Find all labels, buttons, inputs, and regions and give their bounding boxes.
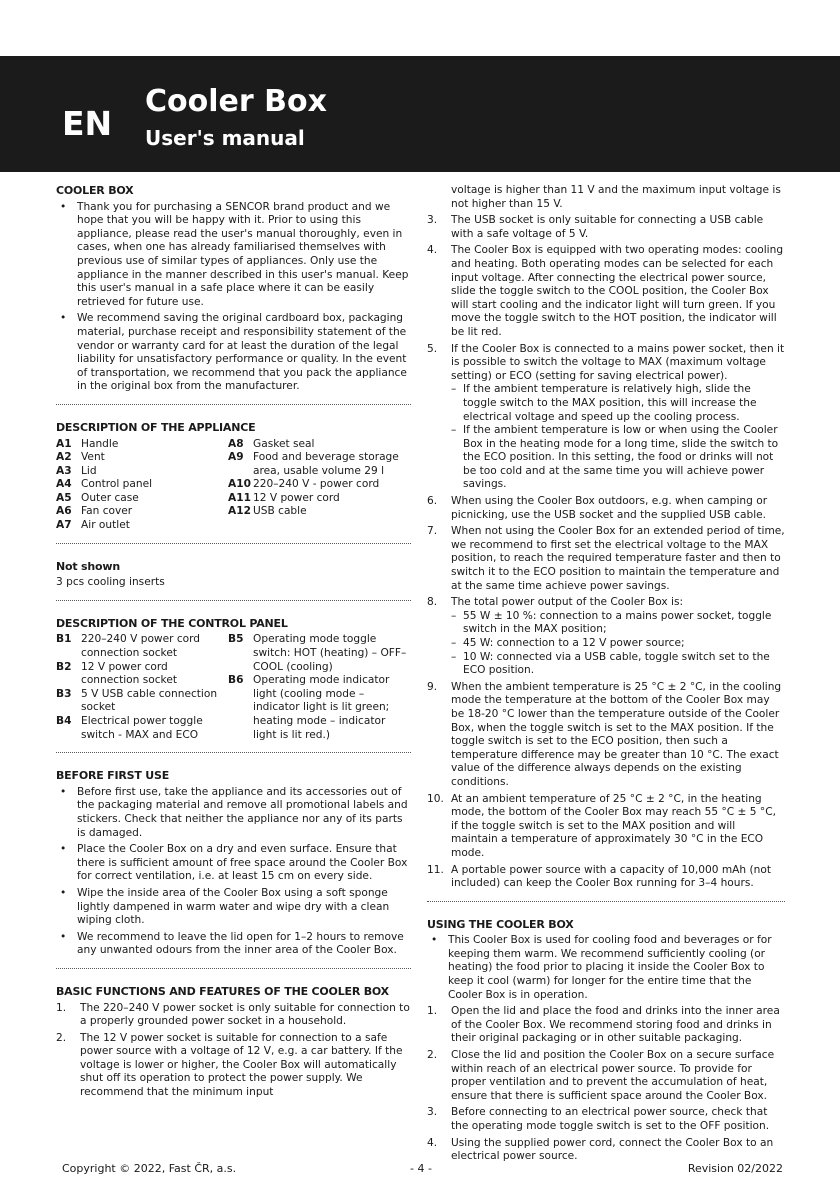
section-heading-control-panel: DESCRIPTION OF THE CONTROL PANEL [56,616,288,630]
header-band [0,56,840,172]
control-item: B6 Operating mode indicator light (cooling mode – indicator light is lit green; heating mode – indicator light is lit red.) [228,674,390,741]
part-item: A8 Gasket seal [228,437,315,450]
section-heading-not-shown: Not shown [56,559,120,573]
basic-functions-list [56,1002,411,1100]
part-item: A3 Lid [56,464,97,477]
not-shown-text: 3 pcs cooling inserts [56,576,165,589]
sub-item: – If the ambient temperature is low or when using the Cooler Box in the heating mode for a long time, slide the switch to the ECO position. In this setting, the food or drinks will not be too cold and at the same time you will achieve power savings. [451,424,785,492]
list-item: 11. A portable power source with a capacity of 10,000 mAh (not included) can keep the Cooler Box running for 3–4 hours. [427,863,771,890]
sub-item: – 55 W ± 10 %: connection to a mains power socket, toggle switch in the MAX position; [451,610,785,637]
control-item: B3 5 V USB cable connection socket [56,687,218,714]
part-item: A10 220–240 V - power cord [228,478,380,491]
list-item: • Before first use, take the appliance and its accessories out of the packaging material and remove all promotional labels and stickers. Check that neither the appliance nor any of its parts is damaged. [56,786,411,840]
divider [427,901,785,902]
control-item: B4 Electrical power toggle switch - MAX and ECO [56,715,203,741]
page-title: Cooler Box [145,84,327,119]
control-panel-list [56,633,411,742]
list-item: 3. Before connecting to an electrical power source, check that the operating mode toggle switch is set to the OFF position. [427,1106,770,1132]
sub-item: – 10 W: connected via a USB cable, toggle switch set to the ECO position. [451,651,785,678]
list-item: 10. At an ambient temperature of 25 °C ± 2 °C, in the heating mode, the bottom of the Cooler Box may reach 55 °C ± 5 °C, if the toggle switch is set to the MAX position and will maintain a temperature of approximately 30 °C in the ECO mode. [427,792,776,859]
part-item: A2 Vent [56,451,105,464]
footer-page-number: - 4 - [410,1162,432,1175]
list-item: 2. The 12 V power socket is suitable for connection to a safe power source with a voltage of 12 V, e.g. a car battery. If the voltage is lower or higher, the Cooler Box will automatically shut off its operation to protect the power supply. We recommend that the minimum input [56,1031,403,1099]
sub-item: – If the ambient temperature is relatively high, slide the toggle switch to the MAX position, this will increase the electrical voltage and speed up the cooling process. [451,383,785,424]
section-heading-basic-functions: BASIC FUNCTIONS AND FEATURES OF THE COOLER BOX [56,984,389,998]
list-item: 4. The Cooler Box is equipped with two operating modes: cooling and heating. Both operating modes can be selected for each input voltage. After connecting the electrical power source, slide the toggle switch to the COOL position, the Cooler Box will start cooling and the indicator light will turn green. If you move the toggle switch to the HOT position, the indicator will be lit red. [427,244,784,338]
section-heading-before-first-use: BEFORE FIRST USE [56,769,170,783]
section-heading-description: DESCRIPTION OF THE APPLIANCE [56,420,256,434]
divider [56,600,411,601]
using-intro-list [427,934,785,1002]
section-heading-using: USING THE COOLER BOX [427,917,574,931]
sub-item: – 45 W: connection to a 12 V power source; [451,637,785,651]
page-subtitle: User's manual [145,126,305,150]
divider [56,968,411,969]
part-item: A4 Control panel [56,478,153,491]
right-column [427,184,785,1167]
using-steps-list [427,1005,785,1164]
list-item: • This Cooler Box is used for cooling food and beverages or for keeping them warm. We recommend sufficiently cooling (or heating) the food prior to placing it inside the Cooler Box to keep it cool (warm) for longer for the entire time that the Cooler Box is in operation. [427,934,785,1002]
part-item: A5 Outer case [56,491,139,504]
list-item: 2. Close the lid and position the Cooler Box on a secure surface within reach of an electrical power source. To provide for proper ventilation and to prevent the accumulation of heat, ensure that there is sufficient space around the Cooler Box. [427,1049,775,1102]
list-item: 1. The 220–240 V power socket is only suitable for connection to a properly grounded power socket in a household. [56,1001,410,1028]
part-item: A11 12 V power cord [228,491,340,504]
list-item: 9. When the ambient temperature is 25 °C ± 2 °C, in the cooling mode the temperature at the bottom of the Cooler Box may be 18-20 °C lower than the temperature outside of the Cooler Box, when the toggle switch is set to the MAX position. If the toggle switch is set to the ECO position, then such a temperature difference may be greater than 10 °C. The exact value of the difference always depends on the existing conditions. [427,680,782,788]
divider [56,404,411,405]
list-item: 1. Open the lid and place the food and drinks into the inner area of the Cooler Box. We recommend storing food and drinks in their original packaging or in other suitable packaging. [427,1005,780,1045]
list-item: • We recommend saving the original cardboard box, packaging material, purchase receipt and responsibility statement of the vendor or warranty card for at least the duration of the legal liability for unsatisfactory performance or quality. In the event of transportation, we recommend that you pack the appliance in the original box from the manufacturer. [56,312,411,394]
divider [56,752,411,753]
list-item: • We recommend to leave the lid open for 1–2 hours to remove any unwanted odours from the inner area of the Cooler Box. [56,931,411,958]
list-item: 5. If the Cooler Box is connected to a mains power socket, then it is possible to switch the voltage to MAX (maximum voltage setting) or ECO (setting for saving electrical power). – If the ambient temperature is relatively high, slide the toggle switch to the MAX position, this will increase the electrical voltage and speed up the cooling process. – If the ambient temperature is low or when using the Cooler Box in the heating mode for a long time, slide the switch to the ECO position. In this setting, the food or drinks will not be too cold and at the same time you will achieve power savings. [427,343,785,493]
list-item: 3. The USB socket is only suitable for connecting a USB cable with a safe voltage of 5 V. [427,214,764,240]
intro-list [56,201,411,394]
list-item: • Place the Cooler Box on a dry and even surface. Ensure that there is sufficient amount of free space around the Cooler Box for correct ventilation, i.e. at least 15 cm on every side. [56,843,411,884]
before-first-use-list [56,786,411,958]
list-item: • Wipe the inside area of the Cooler Box using a soft sponge lightly dampened in warm water and wipe dry with a clean wiping cloth. [56,887,411,928]
control-item: B1 220–240 V power cord connection socket [56,633,201,660]
list-item: 8. The total power output of the Cooler Box is: – 55 W ± 10 %: connection to a mains power socket, toggle switch in the MAX position; – 45 W: connection to a 12 V power source; – 10 W: connected via a USB cable, toggle switch set to the ECO position. [427,596,785,678]
divider [56,543,411,544]
part-item: A7 Air outlet [56,519,130,532]
list-item: 7. When not using the Cooler Box for an extended period of time, we recommend to first set the electrical voltage to the MAX position, to reach the required temperature faster and then to switch it to the ECO position to maintain the temperature and at the same time achieve power savings. [427,525,785,592]
basic-functions-list-continued [427,214,785,891]
language-code: EN [62,104,113,143]
footer-revision: Revision 02/2022 [687,1162,783,1175]
list-item: • Thank you for purchasing a SENCOR brand product and we hope that you will be happy with it. Prior to using this appliance, please read the user's manual thoroughly, even in cases, when one has already familiarised themselves with previous use of similar types of appliances. Only use the appliance in the manner described in this user's manual. Keep this user's manual in a safe place where it can be easily retrieved for future use. [56,201,411,310]
part-item: A6 Fan cover [56,505,133,518]
part-item: A1 Handle [56,437,119,450]
section-heading-cooler-box: COOLER BOX [56,184,134,197]
part-item: A9 Food and beverage storage area, usable volume 29 l [228,451,399,477]
control-item: B2 12 V power cord connection socket [56,660,177,687]
left-column [56,184,411,1103]
footer-copyright: Copyright © 2022, Fast ČR, a.s. [62,1162,237,1175]
part-item: A12 USB cable [228,505,307,518]
list-item: 6. When using the Cooler Box outdoors, e.g. when camping or picnicking, use the USB socket and the supplied USB cable. [427,495,768,521]
list-item-continuation: voltage is higher than 11 V and the maximum input voltage is not higher than 15 V. [451,184,781,210]
parts-list [56,438,411,533]
list-item: 4. Using the supplied power cord, connect the Cooler Box to an electrical power source. [427,1136,774,1163]
control-item: B5 Operating mode toggle switch: HOT (heating) – OFF– COOL (cooling) [228,633,407,673]
